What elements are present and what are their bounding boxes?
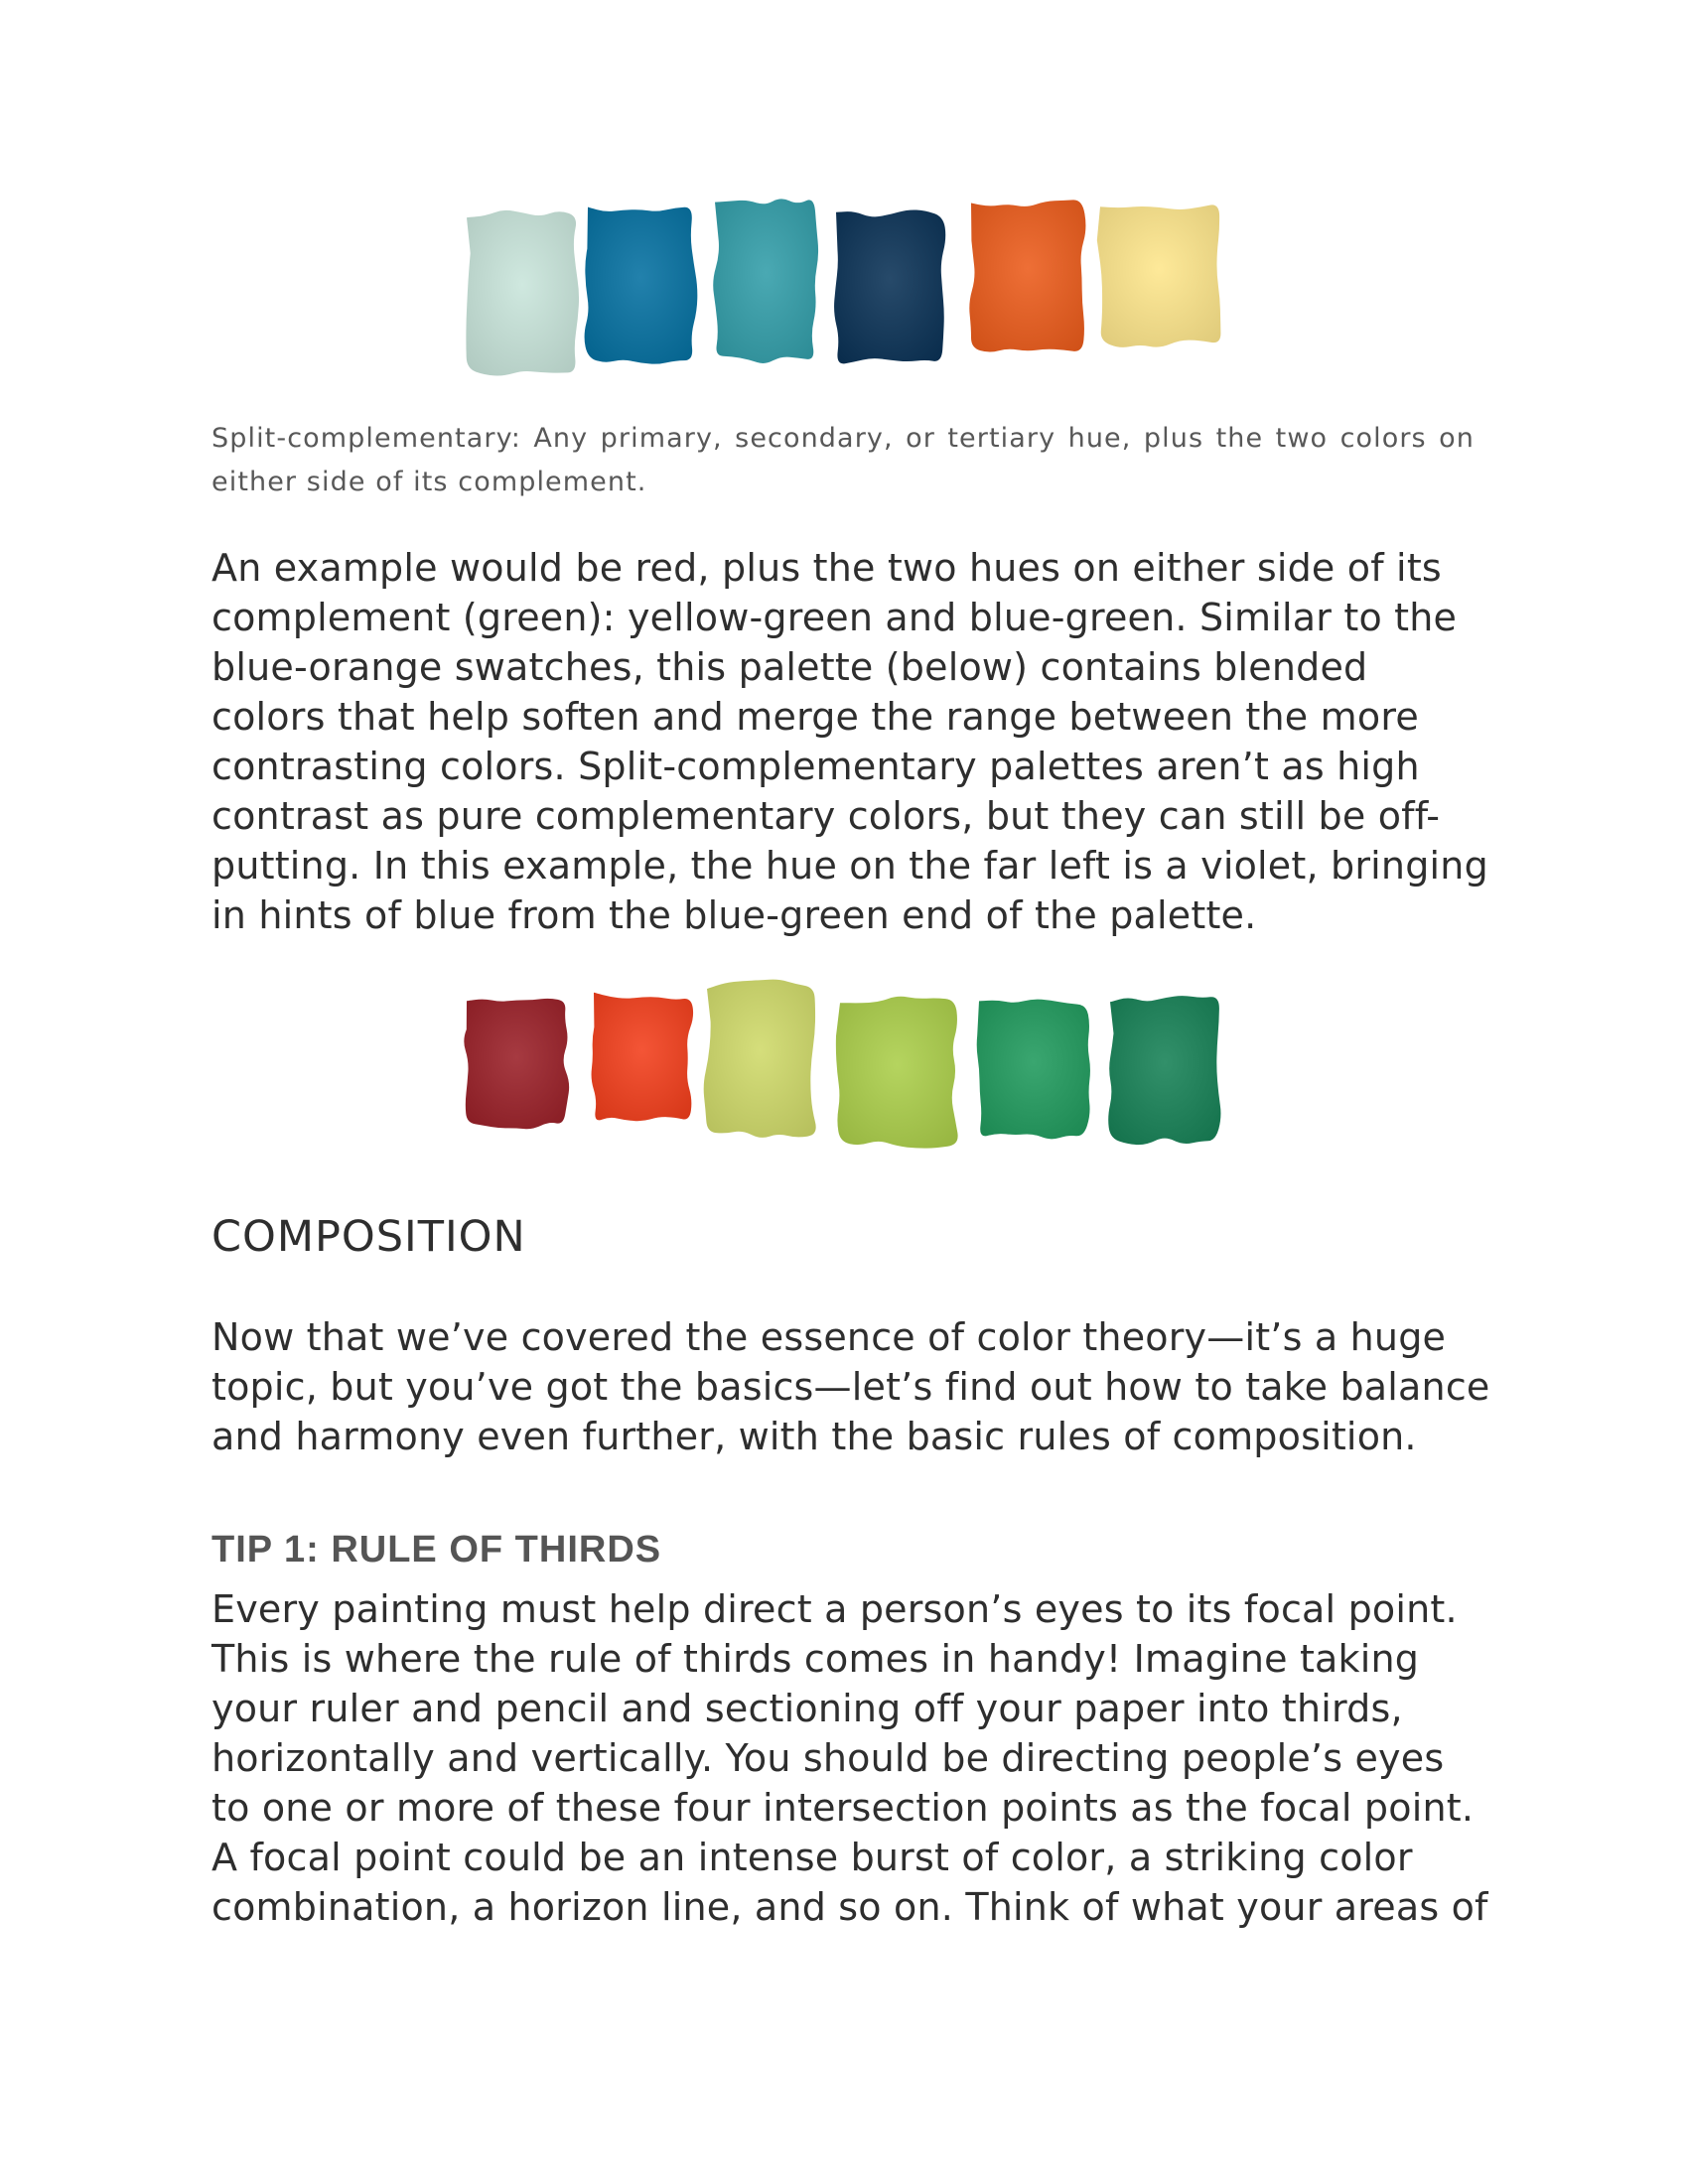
body-paragraph-2	[211, 1312, 1492, 1461]
color-swatch-5	[977, 1000, 1090, 1140]
color-swatch-4	[834, 209, 945, 363]
section-heading: COMPOSITION	[211, 1212, 526, 1262]
tip-heading: TIP 1: RULE OF THIRDS	[211, 1529, 662, 1570]
figure-caption: Split-complementary: Any primary, secondary, or tertiary hue, plus the two colors on either side of its complement.	[211, 423, 1475, 497]
color-swatch-3	[704, 980, 816, 1138]
color-swatch-4	[836, 997, 958, 1149]
body-paragraph-1	[211, 543, 1492, 940]
color-swatch-6	[1097, 205, 1221, 346]
paragraph-1-text: An example would be red, plus the two hues on either side of its complement (green): yellow-green and blue-green. Similar to the blue-orange swatches, this palette (below) contains blended colors that help soften and merge the range between the more contrasting colors. Split-complementary palettes aren’t as high contrast as pure complementary colors, but they can still be off-putting. In this example, the hue on the far left is a violet, bringing in hints of blue from the blue-green end of the palette.	[211, 546, 1488, 937]
body-paragraph-3	[211, 1584, 1492, 1932]
color-swatch-2	[585, 207, 698, 364]
color-swatch-1	[464, 999, 569, 1129]
paragraph-3-text: Every painting must help direct a person’s eyes to its focal point. This is where the rule of thirds comes in handy! Imagine taking your ruler and pencil and sectioning off your paper into thirds, horizontally and vertically. You should be directing people’s eyes to one or more of these four intersection points as the focal point. A focal point could be an intense burst of color, a striking color combination, a horizon line, and so on. Think of what your areas of	[211, 1587, 1488, 1929]
color-swatch-1	[466, 210, 579, 376]
swatch-row-bottom	[0, 978, 1688, 1166]
paragraph-2-text: Now that we’ve covered the essence of color theory—it’s a huge topic, but you’ve got the basics—let’s find out how to take balance and harmony even further, with the basic rules of composition.	[211, 1315, 1490, 1458]
color-swatch-5	[969, 200, 1085, 351]
swatch-row-top	[0, 194, 1688, 382]
swatch-row-bottom-graphic	[0, 978, 1688, 1166]
swatch-row-top-graphic	[0, 194, 1688, 382]
color-swatch-3	[713, 199, 818, 363]
color-swatch-2	[592, 993, 694, 1121]
color-swatch-6	[1108, 996, 1220, 1145]
